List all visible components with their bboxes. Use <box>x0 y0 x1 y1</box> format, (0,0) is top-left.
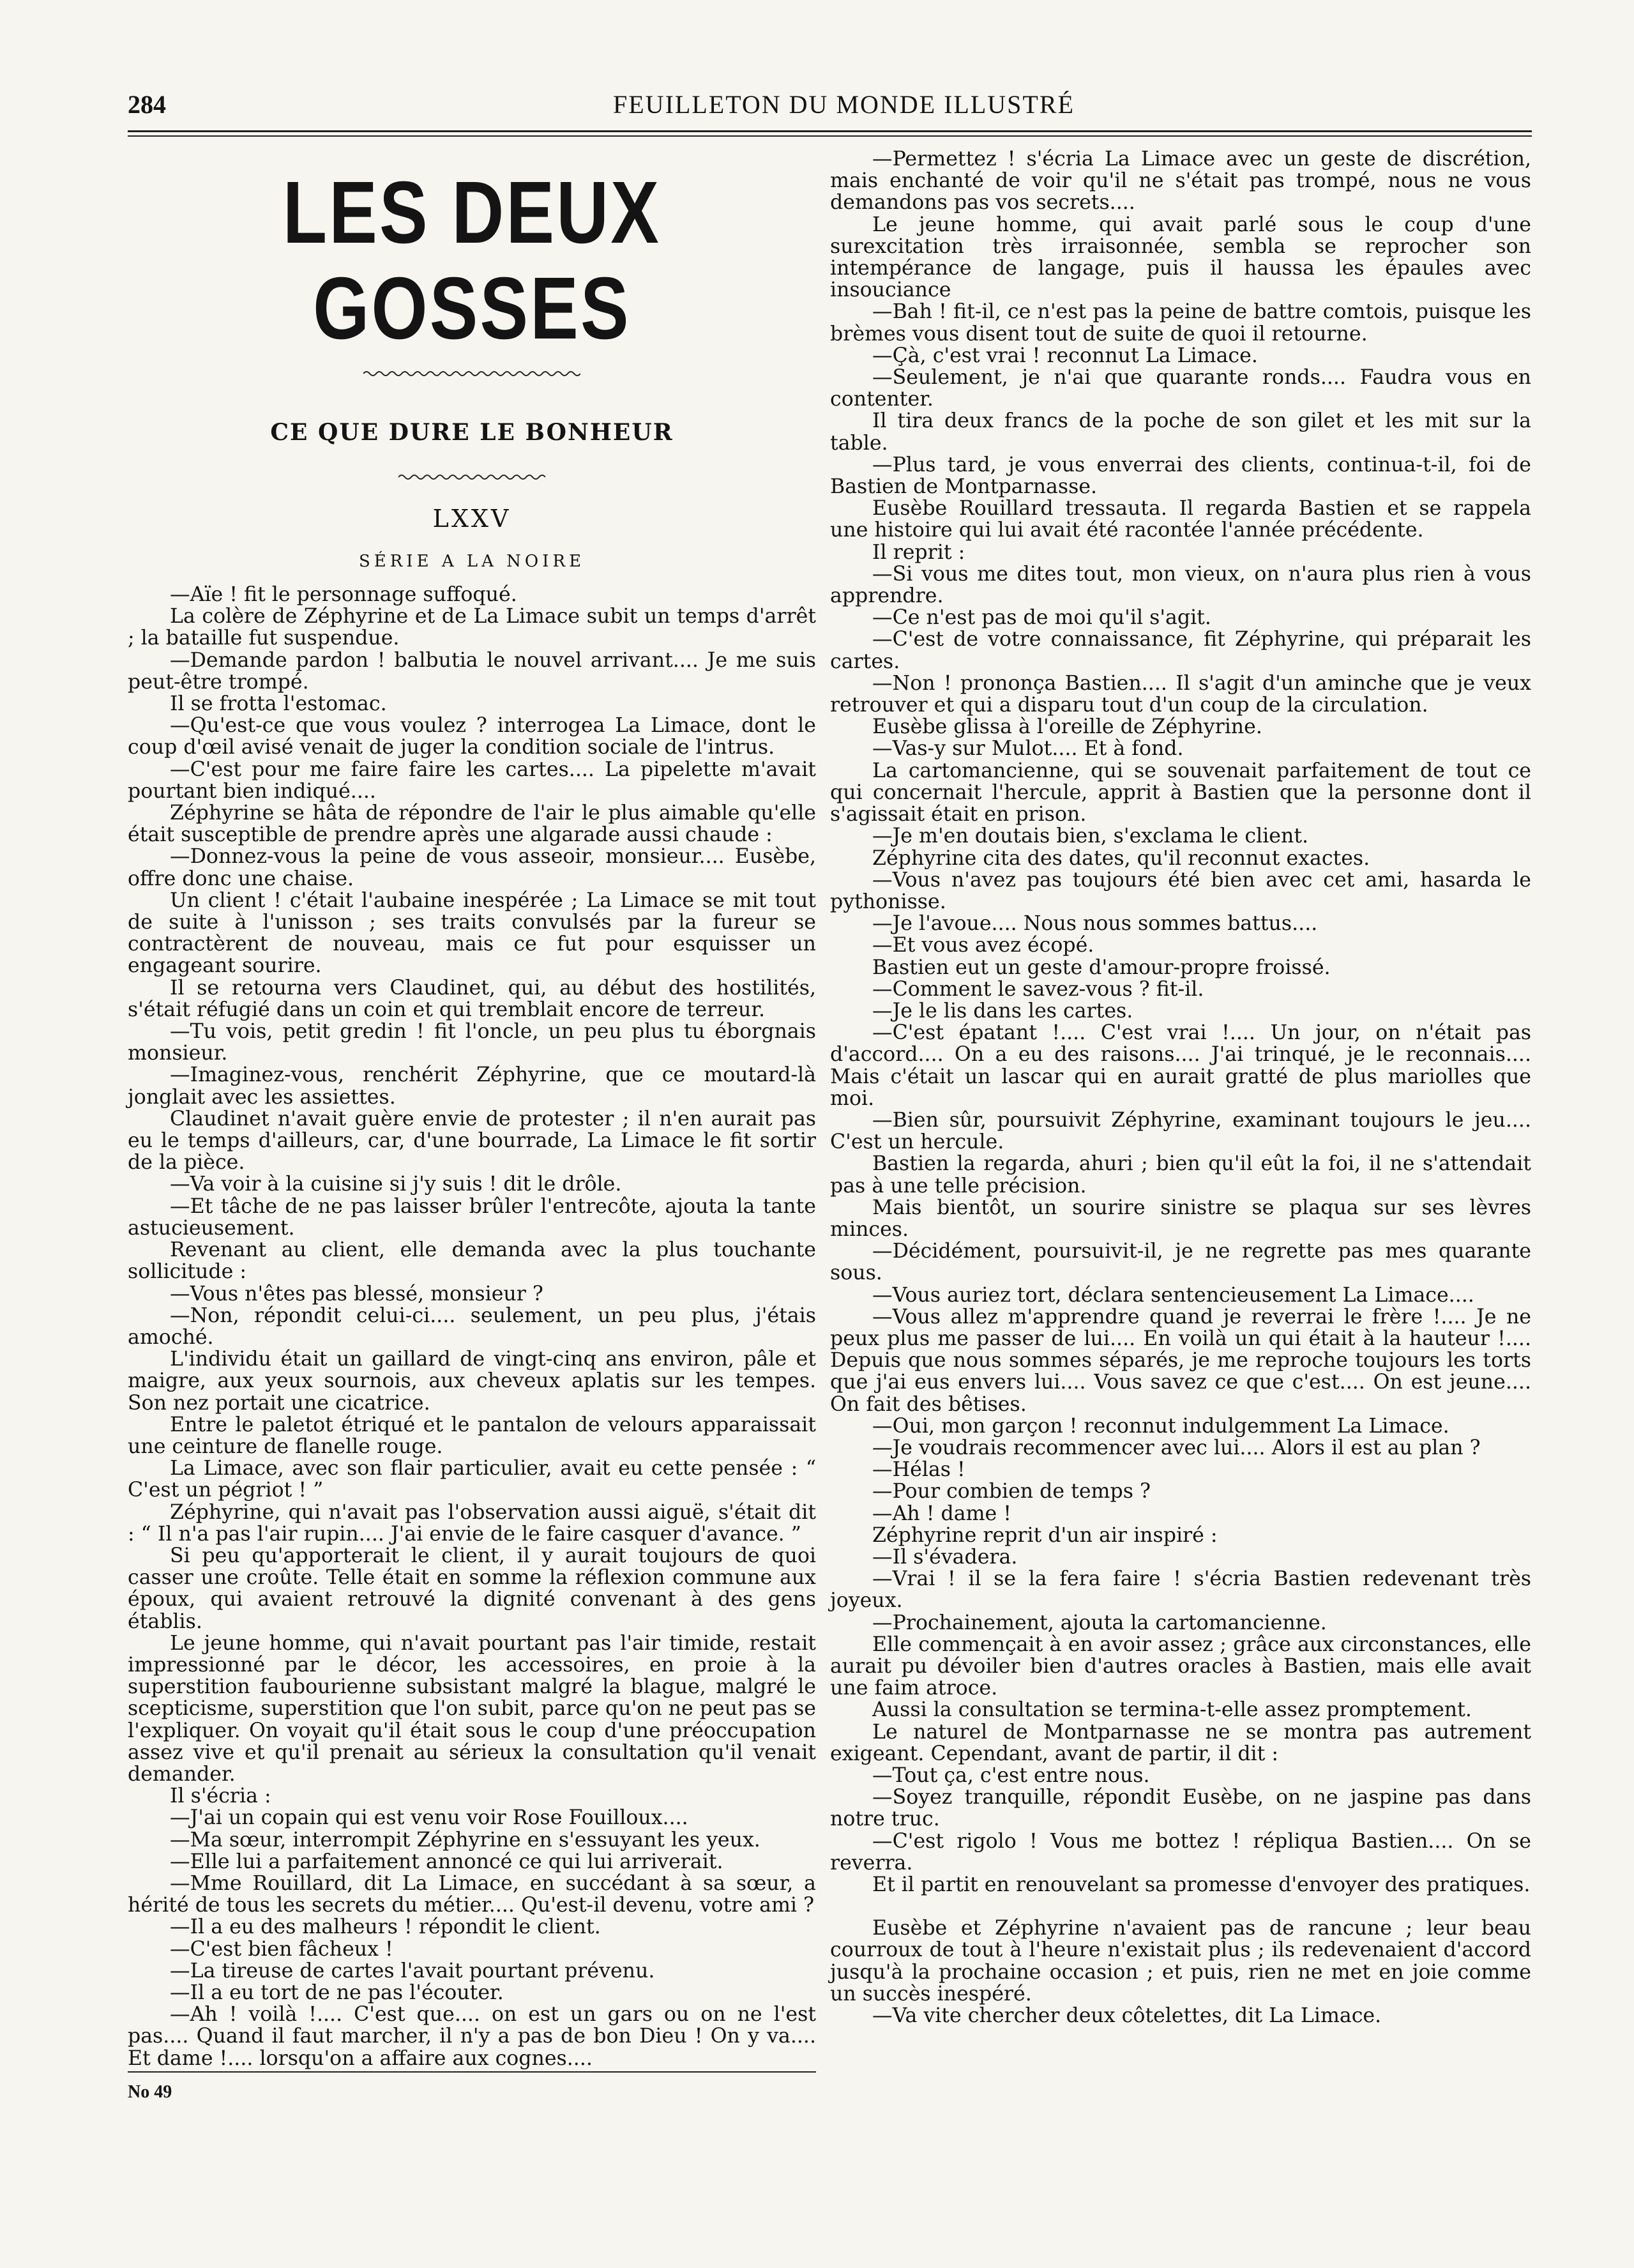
right-column <box>830 148 1531 2027</box>
paragraph: —Ah ! dame ! <box>872 1502 1011 1525</box>
paragraph: —Demande pardon ! balbutia le nouvel arrivant.... Je me suis peut-être trompé. <box>128 648 816 694</box>
paragraph: —Ce n'est pas de moi qu'il s'agit. <box>872 606 1211 630</box>
running-title: FEUILLETON DU MONDE ILLUSTRÉ <box>613 90 1075 119</box>
paragraph: —Vous auriez tort, déclara sentencieusement La Limace.... <box>872 1283 1474 1307</box>
paragraph: Si peu qu'apporterait le client, il y aurait toujours de quoi casser une croûte. Telle était en somme la réflexion commune aux époux, qui avaient retrouvé la dignité convenant à des gens établis. <box>128 1544 816 1633</box>
paragraph: —Vous n'avez pas toujours été bien avec cet ami, hasarda le pythonisse. <box>830 868 1531 913</box>
issue-number: No 49 <box>128 2082 172 2102</box>
paragraph: —Oui, mon garçon ! reconnut indulgemment La Limace. <box>872 1414 1449 1438</box>
left-column <box>128 148 816 2069</box>
paragraph: —Bah ! fit-il, ce n'est pas la peine de battre comtois, puisque les brèmes vous disent tout de suite de quoi il retourne. <box>830 300 1531 346</box>
paragraph: Entre le paletot étriqué et le pantalon de velours apparaissait une ceinture de flanelle rouge. <box>128 1413 816 1458</box>
section-break <box>830 1896 1531 1917</box>
paragraph: —C'est épatant !.... C'est vrai !.... Un jour, on n'était pas d'accord.... On a eu des raisons.... J'ai trinqué, je le reconnais.... Mais c'était un lascar qui en aurait gratté de plus mariolles que moi. <box>830 1021 1531 1110</box>
paragraph: Et il partit en renouvelant sa promesse d'envoyer des pratiques. <box>872 1873 1531 1897</box>
paragraph: —Seulement, je n'ai que quarante ronds.... Faudra vous en contenter. <box>830 366 1531 411</box>
paragraph: La Limace, avec son flair particulier, avait eu cette pensée : “ C'est un pégriot ! ” <box>128 1457 816 1502</box>
paragraph: Eusèbe glissa à l'oreille de Zéphyrine. <box>872 715 1262 739</box>
paragraph: —Va voir à la cuisine si j'y suis ! dit le drôle. <box>170 1173 622 1196</box>
paragraph: —Je voudrais recommencer avec lui.... Alors il est au plan ? <box>872 1436 1481 1459</box>
paragraph: Il se retourna vers Claudinet, qui, au début des hostilités, s'était réfugié dans un coin et qui tremblait encore de terreur. <box>128 976 816 1021</box>
paragraph: Bastien eut un geste d'amour-propre froissé. <box>872 955 1331 979</box>
paragraph: —C'est rigolo ! Vous me bottez ! répliqua Bastien.... On se reverra. <box>830 1829 1531 1875</box>
paragraph: —Je m'en doutais bien, s'exclama le client. <box>872 825 1309 848</box>
paragraph: Claudinet n'avait guère envie de protester ; il n'en aurait pas eu le temps d'ailleurs, car, d'une bourrade, La Limace le fit sortir de la pièce. <box>128 1107 816 1175</box>
wavy-ornament-small <box>398 473 545 482</box>
paragraph: —Et tâche de ne pas laisser brûler l'entrecôte, ajouta la tante astucieusement. <box>128 1194 816 1240</box>
header-rule <box>128 130 1532 132</box>
paragraph: Il s'écria : <box>170 1785 271 1808</box>
paragraph: —Décidément, poursuivit-il, je ne regrette pas mes quarante sous. <box>830 1240 1531 1285</box>
paragraph: —J'ai un copain qui est venu voir Rose Fouilloux.... <box>170 1806 688 1830</box>
wavy-ornament <box>363 369 580 378</box>
paragraph: Elle commençait à en avoir assez ; grâce aux circonstances, elle aurait pu dévoiler bien d'autres oracles à Bastien, mais elle avait une faim atroce. <box>830 1633 1531 1700</box>
paragraph: —C'est pour me faire faire les cartes.... La pipelette m'avait pourtant bien indiqué.... <box>128 757 816 803</box>
left-column-text <box>128 584 816 2069</box>
paragraph: La colère de Zéphyrine et de La Limace subit un temps d'arrêt ; la bataille fut suspendue. <box>128 605 816 650</box>
paragraph: —Vas-y sur Mulot.... Et à fond. <box>872 737 1184 761</box>
paragraph: Eusèbe et Zéphyrine n'avaient pas de rancune ; leur beau courroux de tout à l'heure n'existait plus ; ils redevenaient d'accord jusqu'à la prochaine occasion ; et puis, rien ne met en joie comme un succès inespéré. <box>830 1917 1531 2005</box>
paragraph: —Soyez tranquille, répondit Eusèbe, on ne jaspine pas dans notre truc. <box>830 1786 1531 1831</box>
paragraph: —Tu vois, petit gredin ! fit l'oncle, un peu plus tu éborgnais monsieur. <box>128 1020 816 1065</box>
paragraph: —Vous n'êtes pas blessé, monsieur ? <box>170 1282 543 1305</box>
paragraph: —Non, répondit celui-ci.... seulement, un peu plus, j'étais amoché. <box>128 1304 816 1349</box>
paragraph: Le jeune homme, qui n'avait pourtant pas l'air timide, restait impressionné par le décor, les accessoires, en proie à la superstition faubourienne subsistant malgré la blague, malgré le scepticisme, superstition que l'on subit, parce qu'on ne peut pas se l'expliquer. On voyait qu'il était sous le coup d'une préoccupation assez vive et qu'il prenait au sérieux la consultation qu'il venait demander. <box>128 1631 816 1786</box>
paragraph: —Si vous me dites tout, mon vieux, on n'aura plus rien à vous apprendre. <box>830 562 1531 608</box>
right-column-text-after-break <box>830 1917 1531 2027</box>
paragraph: —Bien sûr, poursuivit Zéphyrine, examinant toujours le jeu.... C'est un hercule. <box>830 1108 1531 1154</box>
paragraph: —Tout ça, c'est entre nous. <box>872 1764 1150 1788</box>
paragraph: —Il a eu des malheurs ! répondit le client. <box>170 1915 601 1939</box>
paragraph: —Pour combien de temps ? <box>872 1480 1151 1503</box>
header-rule-thin <box>128 135 1532 137</box>
paragraph: Il reprit : <box>872 540 965 564</box>
right-column-text <box>830 148 1531 1896</box>
paragraph: Aussi la consultation se termina-t-elle assez promptement. <box>872 1698 1472 1722</box>
paragraph: —Permettez ! s'écria La Limace avec un geste de discrétion, mais enchanté de voir qu'il ne s'était pas trompé, nous ne vous demandons pas vos secrets.... <box>830 148 1531 215</box>
paragraph: Zéphyrine se hâta de répondre de l'air le plus aimable qu'elle était susceptible de prendre après une algarade aussi chaude : <box>128 802 816 847</box>
paragraph: —Imaginez-vous, renchérit Zéphyrine, que ce moutard-là jonglait avec les assiettes. <box>128 1063 816 1109</box>
paragraph: —Mme Rouillard, dit La Limace, en succédant à sa sœur, a hérité de tous les secrets du métier.... Qu'est-il devenu, votre ami ? <box>128 1871 816 1917</box>
paragraph: —C'est bien fâcheux ! <box>170 1937 393 1961</box>
paragraph: —Aïe ! fit le personnage suffoqué. <box>170 583 517 606</box>
paragraph: —Prochainement, ajouta la cartomancienne. <box>872 1611 1327 1634</box>
paragraph: —Vrai ! il se la fera faire ! s'écria Bastien redevenant très joyeux. <box>830 1567 1531 1613</box>
paragraph: —Plus tard, je vous enverrai des clients, continua-t-il, foi de Bastien de Montparnasse. <box>830 453 1531 499</box>
paragraph: —C'est de votre connaissance, fit Zéphyrine, qui préparait les cartes. <box>830 628 1531 673</box>
paragraph: —Non ! prononça Bastien.... Il s'agit d'un aminche que je veux retrouver et qui a disparu tout d'un coup de la circulation. <box>830 671 1531 717</box>
chapter-title: CE QUE DURE LE BONHEUR <box>270 419 674 446</box>
paragraph: Un client ! c'était l'aubaine inespérée ; La Limace se mit tout de suite à l'unisson ; ses traits convulsés par la fureur se contractèrent de nouveau, mais ce fut pour esquisser un engageant sourire. <box>128 888 816 978</box>
paragraph: Il se frotta l'estomac. <box>170 692 387 716</box>
paragraph: Zéphyrine reprit d'un air inspiré : <box>872 1523 1218 1547</box>
chapter-number: LXXV <box>432 505 511 533</box>
paragraph: —La tireuse de cartes l'avait pourtant prévenu. <box>170 1959 655 1983</box>
paragraph: Le jeune homme, qui avait parlé sous le coup d'une surexcitation très irraisonnée, sembla se reprocher son intempérance de langage, puis il haussa les épaules avec insouciance <box>830 213 1531 302</box>
paragraph: —Il a eu tort de ne pas l'écouter. <box>170 1981 504 2004</box>
paragraph: —Va vite chercher deux côtelettes, dit La Limace. <box>872 2004 1382 2028</box>
paragraph: —Ma sœur, interrompit Zéphyrine en s'essuyant les yeux. <box>170 1828 760 1852</box>
paragraph: —Et vous avez écopé. <box>872 934 1094 957</box>
paragraph: —Çà, c'est vrai ! reconnut La Limace. <box>872 344 1258 367</box>
paragraph: Zéphyrine, qui n'avait pas l'observation aussi aiguë, s'était dit : “ Il n'a pas l'air rupin.... J'ai envie de le faire casquer d'avance. ” <box>128 1500 816 1546</box>
paragraph: —Vous allez m'apprendre quand je reverrai le frère !.... Je ne peux plus me passer de lui.... En voilà un qui était à la hauteur !.... Depuis que nous sommes séparés, je me reproche toujours les torts que j'ai eus envers lui.... Vous savez ce que c'est.... On est jeune.... On fait des bêtises. <box>830 1305 1531 1416</box>
footer-rule <box>128 2071 816 2073</box>
paragraph: Zéphyrine cita des dates, qu'il reconnut exactes. <box>872 846 1370 870</box>
paragraph: —Qu'est-ce que vous voulez ? interrogea La Limace, dont le coup d'œil avisé venait de juger la condition sociale de l'intrus. <box>128 714 816 759</box>
paragraph: L'individu était un gaillard de vingt-cinq ans environ, pâle et maigre, aux yeux sournois, aux cheveux aplatis sur les tempes. Son nez portait une cicatrice. <box>128 1348 816 1415</box>
paragraph: Eusèbe Rouillard tressauta. Il regarda Bastien et se rappela une histoire qui lui avait été racontée l'année précédente. <box>830 497 1531 542</box>
paragraph: Mais bientôt, un sourire sinistre se plaqua sur ses lèvres minces. <box>830 1196 1531 1241</box>
paragraph: —Il s'évadera. <box>872 1546 1018 1569</box>
section-title: SÉRIE A LA NOIRE <box>358 552 586 571</box>
paragraph: Le naturel de Montparnasse ne se montra pas autrement exigeant. Cependant, avant de partir, il dit : <box>830 1720 1531 1765</box>
paragraph: Bastien la regarda, ahuri ; bien qu'il eût la foi, il ne s'attendait pas à une telle précision. <box>830 1152 1531 1198</box>
paragraph: —Ah ! voilà !.... C'est que.... on est un gars ou on ne l'est pas.... Quand il faut marcher, il n'y a pas de bon Dieu ! On y va.... Et dame !.... lorsqu'on a affaire aux cognes.... <box>128 2003 816 2070</box>
paragraph: —Donnez-vous la peine de vous asseoir, monsieur.... Eusèbe, offre donc une chaise. <box>128 845 816 890</box>
paragraph: —Je l'avoue.... Nous nous sommes battus.... <box>872 912 1318 936</box>
paragraph: La cartomancienne, qui se souvenait parfaitement de tout ce qui concernait l'hercule, apprit à Bastien que la personne dont il s'agissait était en prison. <box>830 759 1531 826</box>
paragraph: —Je le lis dans les cartes. <box>872 999 1133 1023</box>
paragraph: —Elle lui a parfaitement annoncé ce qui lui arriverait. <box>170 1850 723 1873</box>
feuilleton-title: LES DEUX GOSSES <box>282 164 662 358</box>
paragraph: Il tira deux francs de la poche de son gilet et les mit sur la table. <box>830 409 1531 455</box>
paragraph: —Comment le savez-vous ? fit-il. <box>872 977 1204 1001</box>
paragraph: Revenant au client, elle demanda avec la plus touchante sollicitude : <box>128 1238 816 1284</box>
page-number: 284 <box>128 90 166 119</box>
page-header <box>128 89 1532 129</box>
paragraph: —Hélas ! <box>872 1458 965 1482</box>
